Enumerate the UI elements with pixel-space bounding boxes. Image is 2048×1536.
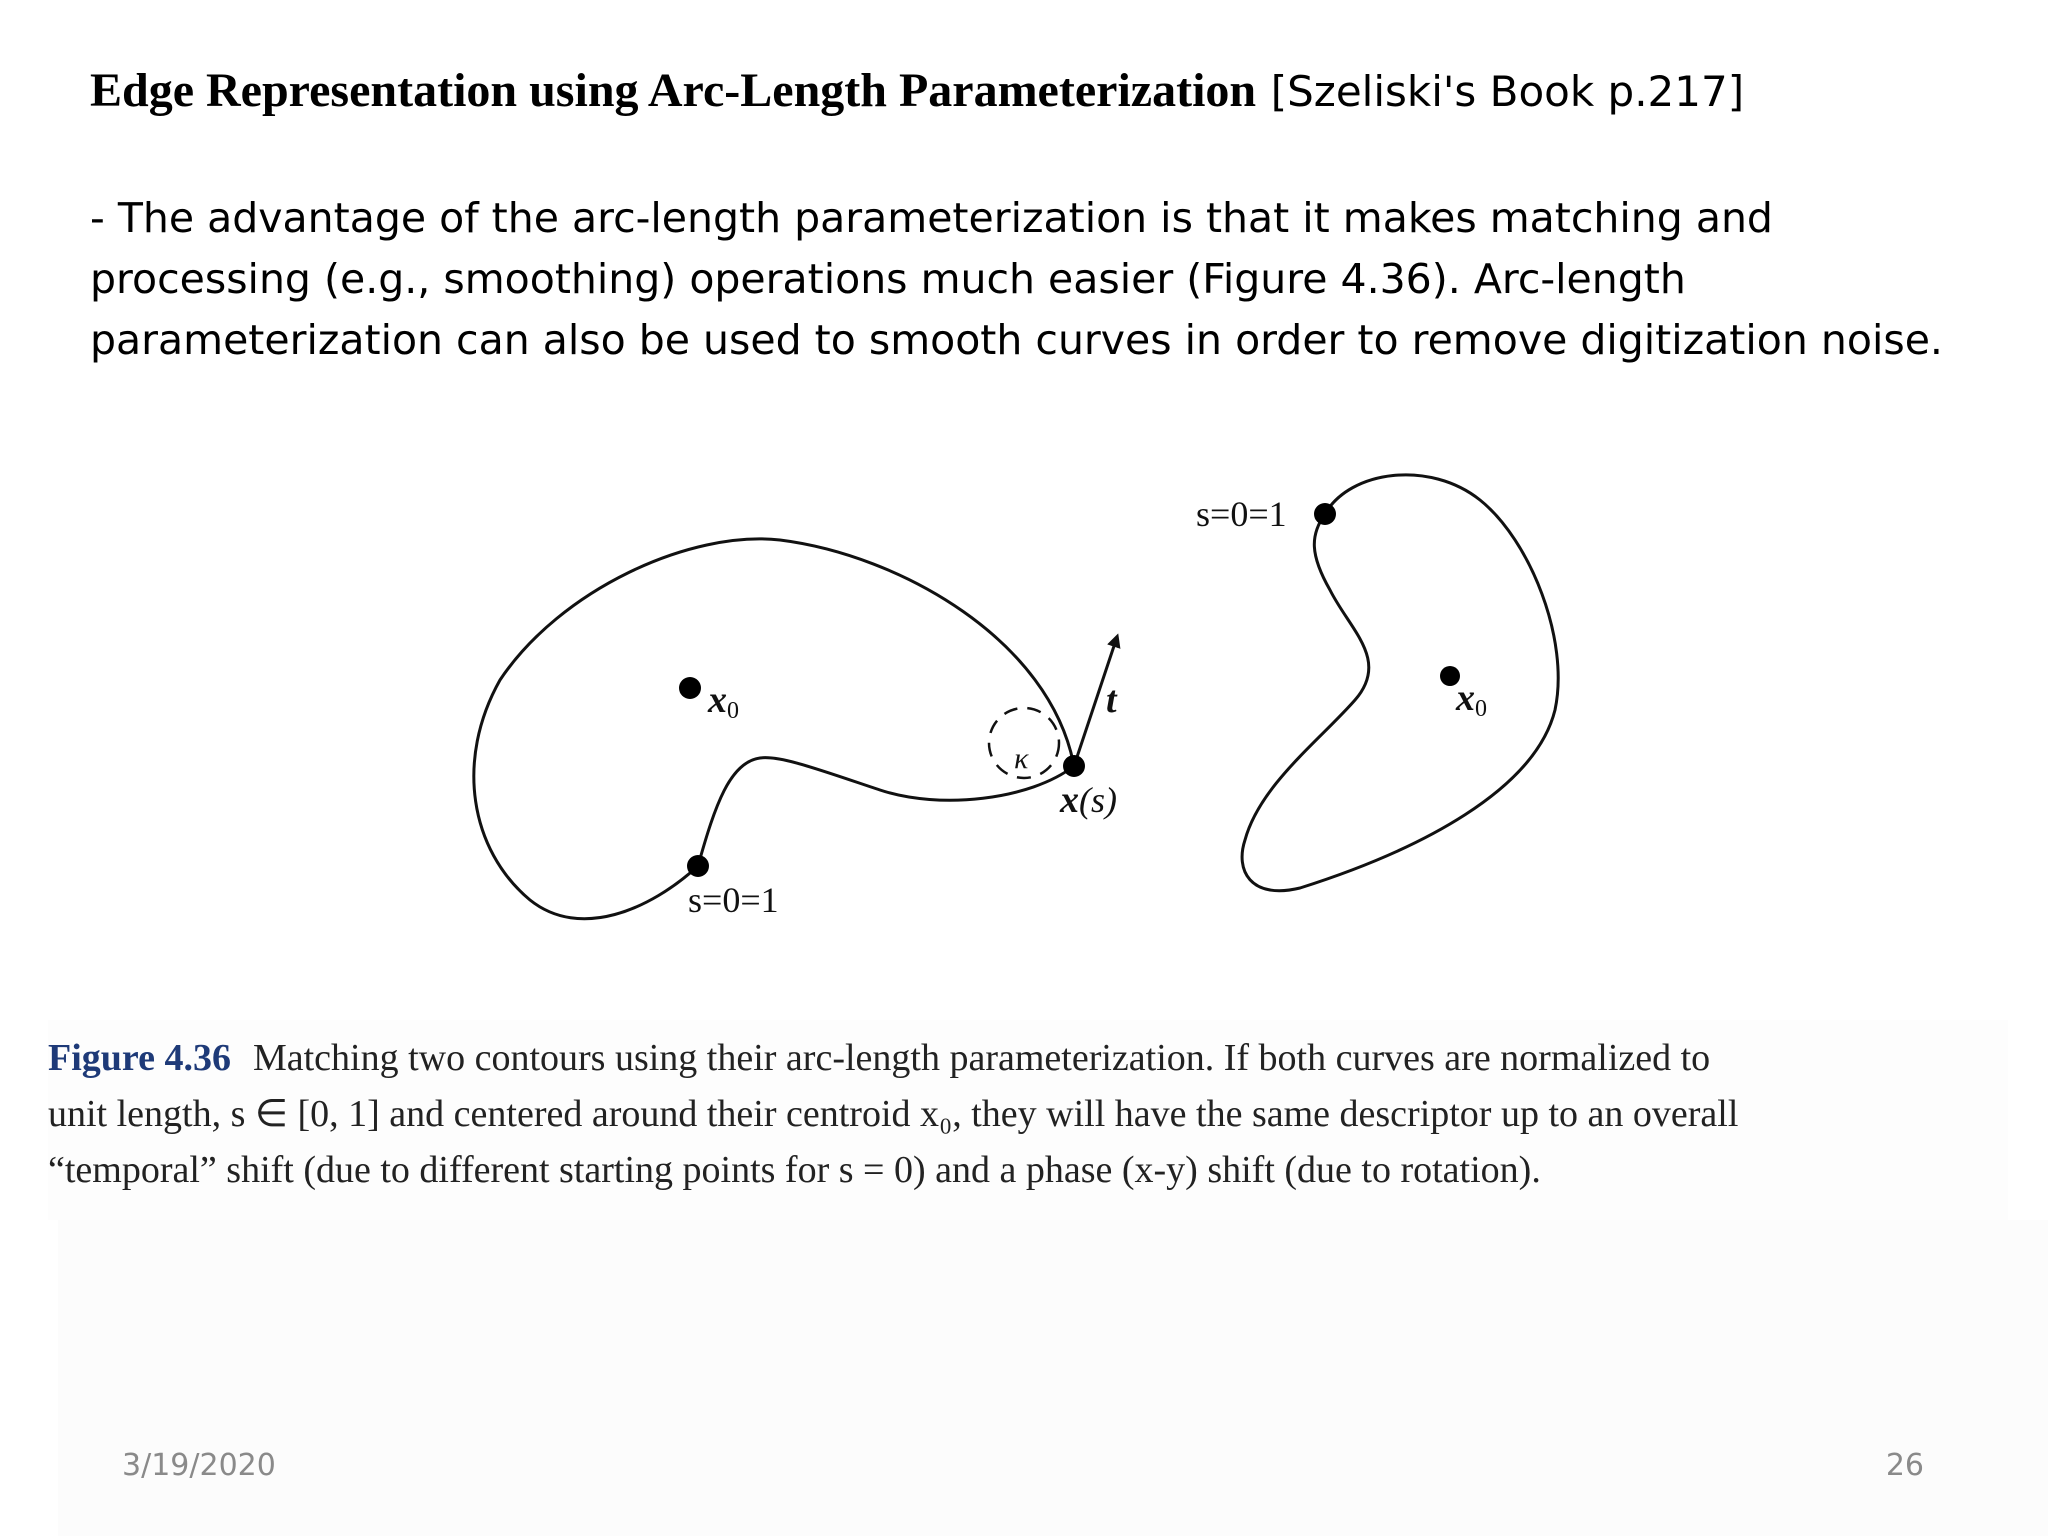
- slide-lower-area: [58, 1220, 2048, 1536]
- right-start-point: [1314, 503, 1336, 525]
- left-start-label: s=0=1: [688, 880, 779, 920]
- right-contour-curve: [1242, 475, 1558, 891]
- slide-title: [90, 62, 1744, 120]
- slide-body-text: [90, 188, 2020, 371]
- figure-caption: [48, 1030, 2008, 1198]
- caption-line: unit length, s ∈ [0, 1] and centered around their centroid x₀, they will have the same descriptor up to an overall: [48, 1093, 1739, 1135]
- right-centroid-label: x0: [1456, 677, 1487, 722]
- caption-line: “temporal” shift (due to different starting points for s = 0) and a phase (x-y) shift (due to rotation).: [48, 1149, 1541, 1191]
- contour-figure: [0, 440, 2048, 960]
- caption-text: Matching two contours using their arc-length parameterization. If both curves are normalized to: [252, 1037, 1711, 1079]
- body-line: parameterization can also be used to smooth curves in order to remove digitization noise.: [90, 316, 1943, 364]
- figure-caption-area: [48, 1020, 2008, 1220]
- tangent-label: t: [1106, 679, 1117, 721]
- body-line: - The advantage of the arc-length parameterization is that it makes matching and: [90, 194, 1773, 242]
- left-centroid-label: x0: [708, 679, 739, 724]
- caption-line: [48, 1030, 2008, 1086]
- footer-page-number: 26: [1885, 1448, 1924, 1483]
- left-contour-curve: [474, 539, 1074, 919]
- slide-title-reference: [Szeliski's Book p.217]: [1270, 67, 1745, 116]
- footer-date: 3/19/2020: [122, 1448, 276, 1483]
- contour-point-label: x(s): [1060, 779, 1117, 821]
- curvature-label: κ: [1014, 742, 1029, 775]
- right-start-label: s=0=1: [1196, 494, 1287, 534]
- left-start-point: [687, 855, 709, 877]
- figure-4-36: [0, 440, 2048, 960]
- left-centroid-point: [679, 677, 701, 699]
- caption-figure-number: Figure 4.36: [48, 1037, 231, 1079]
- contour-point-xs: [1063, 755, 1085, 777]
- body-line: processing (e.g., smoothing) operations much easier (Figure 4.36). Arc-length: [90, 255, 1686, 303]
- slide-title-main: Edge Representation using Arc-Length Parameterization: [90, 64, 1257, 117]
